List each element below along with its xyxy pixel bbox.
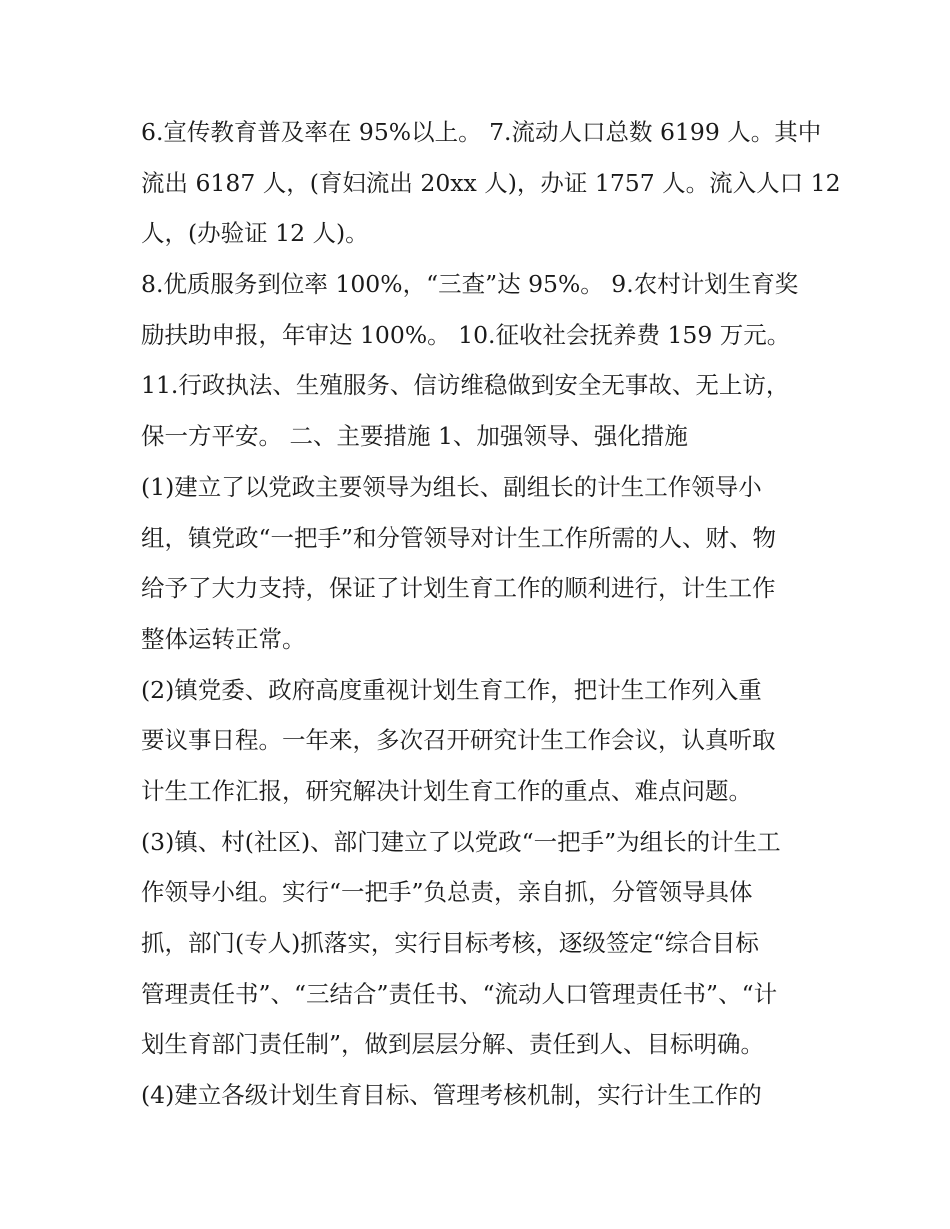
- text-line: (2)镇党委、政府高度重视计划生育工作，把计生工作列入重: [141, 675, 762, 704]
- text-line: (3)镇、村(社区)、部门建立了以党政“一把手”为组长的计生工: [141, 827, 781, 856]
- text-line: 抓，部门(专人)抓落实，实行目标考核，逐级签定“综合目标: [141, 929, 759, 957]
- text-line: 组，镇党政“一把手”和分管领导对计生工作所需的人、财、物: [141, 523, 777, 552]
- text-line: 作领导小组。实行“一把手”负总责，亲自抓，分管领导具体: [141, 878, 753, 907]
- text-line: 给予了大力支持，保证了计划生育工作的顺利进行，计生工作: [141, 574, 776, 603]
- text-line: 整体运转正常。: [141, 624, 306, 653]
- text-line: 保一方平安。 二、主要措施 1、加强领导、强化措施: [141, 422, 688, 451]
- text-line: 流出 6187 人，(育妇流出 20xx 人)，办证 1757 人。流入人口 12: [141, 168, 841, 197]
- text-line: 计生工作汇报，研究解决计划生育工作的重点、难点问题。: [141, 776, 752, 805]
- text-line: 6.宣传教育普及率在 95%以上。 7.流动人口总数 6199 人。其中: [141, 118, 822, 146]
- text-line: 8.优质服务到位率 100%，“三查”达 95%。 9.农村计划生育奖: [141, 270, 799, 299]
- text-line: (1)建立了以党政主要领导为组长、副组长的计生工作领导小: [141, 472, 762, 501]
- text-line: 划生育部门责任制”，做到层层分解、责任到人、目标明确。: [141, 1030, 765, 1059]
- text-line: 要议事日程。一年来，多次召开研究计生工作会议，认真听取: [141, 726, 776, 755]
- text-line: 11.行政执法、生殖服务、信访维稳做到安全无事故、无上访，: [141, 371, 790, 400]
- text-line: (4)建立各级计划生育目标、管理考核机制，实行计生工作的: [141, 1081, 762, 1110]
- text-line: 励扶助申报，年审达 100%。 10.征收社会抚养费 159 万元。: [141, 320, 791, 349]
- body-text: [141, 107, 841, 1121]
- text-line: 人，(办验证 12 人)。: [141, 219, 369, 248]
- text-line: 管理责任书”、“三结合”责任书、“流动人口管理责任书”、“计: [141, 979, 778, 1008]
